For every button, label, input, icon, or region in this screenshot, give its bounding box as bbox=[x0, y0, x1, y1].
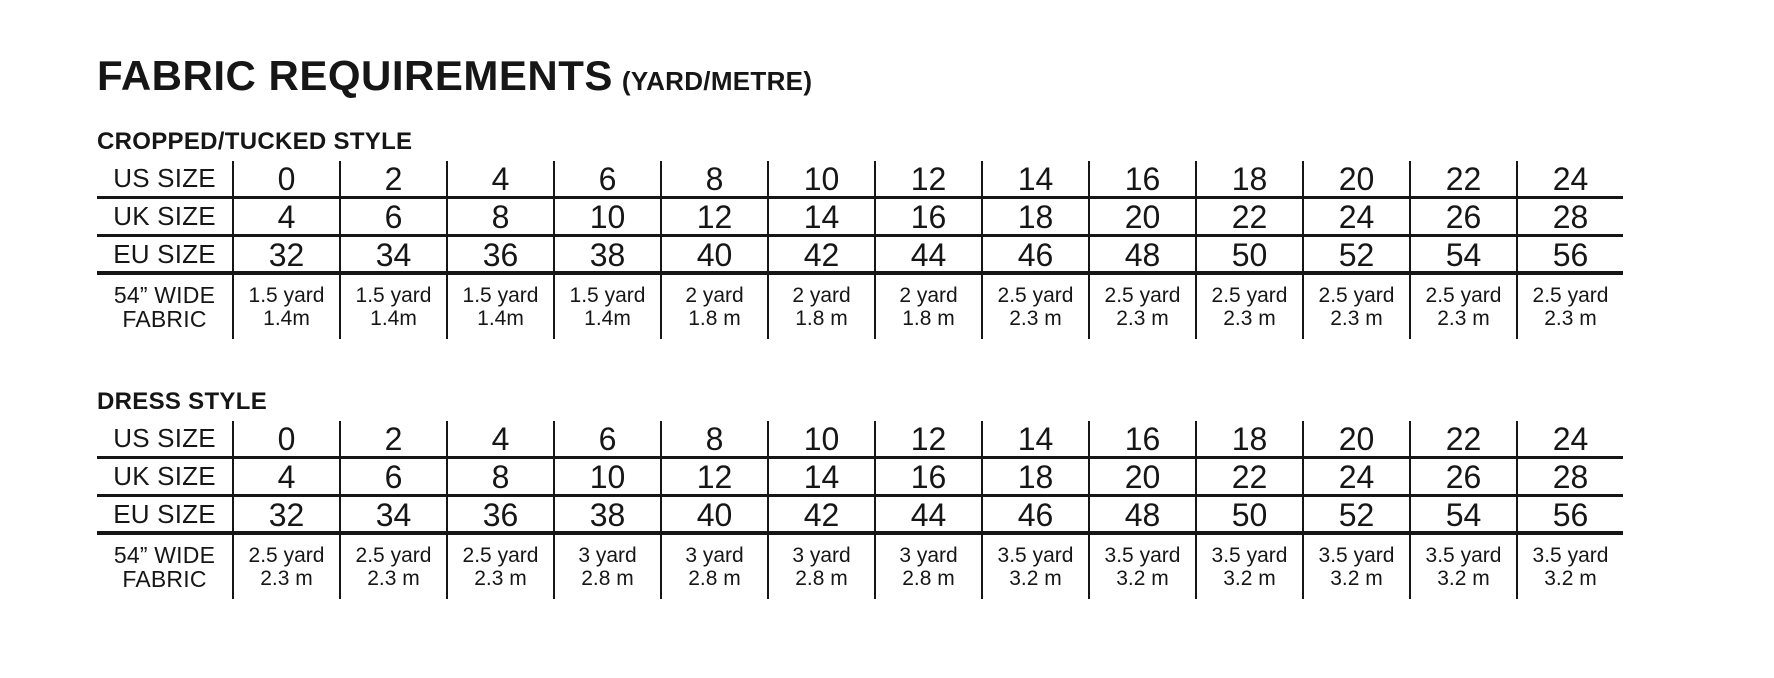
fabric-metres-value: 2.8 m bbox=[902, 567, 955, 590]
eu-size-cell: 44 bbox=[874, 237, 981, 271]
eu-size-cell: 46 bbox=[981, 497, 1088, 531]
fabric-yards-value: 2.5 yard bbox=[1532, 284, 1609, 307]
fabric-cell bbox=[1195, 275, 1302, 339]
fabric-row bbox=[97, 535, 1623, 599]
uk-size-cell: 18 bbox=[981, 459, 1088, 494]
fabric-yards-value: 3.5 yard bbox=[1104, 544, 1181, 567]
fabric-metres-value: 3.2 m bbox=[1223, 567, 1276, 590]
fabric-yards-value: 3.5 yard bbox=[997, 544, 1074, 567]
fabric-yards-value: 2 yard bbox=[792, 284, 851, 307]
dress-style-section bbox=[97, 388, 1623, 599]
eu-size-row-label: EU SIZE bbox=[113, 238, 216, 269]
fabric-metres-value: 2.8 m bbox=[581, 567, 634, 590]
fabric-metres-value: 2.3 m bbox=[1330, 307, 1383, 330]
fabric-cell bbox=[1409, 535, 1516, 599]
us-size-cell: 4 bbox=[446, 421, 553, 456]
fabric-cell bbox=[232, 275, 339, 339]
us-size-cell: 16 bbox=[1088, 161, 1195, 196]
eu-size-cell: 38 bbox=[553, 237, 660, 271]
page-title bbox=[97, 52, 812, 100]
us-size-cell: 16 bbox=[1088, 421, 1195, 456]
fabric-cell bbox=[1088, 535, 1195, 599]
fabric-yards-value: 3.5 yard bbox=[1318, 544, 1395, 567]
fabric-cell bbox=[874, 535, 981, 599]
fabric-yards-value: 3.5 yard bbox=[1425, 544, 1502, 567]
fabric-cell bbox=[1195, 535, 1302, 599]
section-title-dress: DRESS STYLE bbox=[97, 388, 267, 415]
uk-size-cell: 4 bbox=[232, 199, 339, 234]
eu-size-cell: 52 bbox=[1302, 497, 1409, 531]
fabric-cell bbox=[1516, 275, 1623, 339]
fabric-yards-value: 2.5 yard bbox=[1318, 284, 1395, 307]
fabric-cell bbox=[874, 275, 981, 339]
us-size-row-label: US SIZE bbox=[113, 163, 216, 193]
uk-size-cell: 26 bbox=[1409, 199, 1516, 234]
fabric-metres-value: 2.8 m bbox=[688, 567, 741, 590]
us-size-cell: 18 bbox=[1195, 161, 1302, 196]
uk-size-cell: 20 bbox=[1088, 459, 1195, 494]
us-size-cell: 0 bbox=[232, 161, 339, 196]
uk-size-cell: 14 bbox=[767, 199, 874, 234]
us-size-cell: 8 bbox=[660, 161, 767, 196]
eu-size-cell: 40 bbox=[660, 497, 767, 531]
us-size-cell: 14 bbox=[981, 161, 1088, 196]
fabric-metres-value: 2.3 m bbox=[1009, 307, 1062, 330]
fabric-metres-value: 2.3 m bbox=[367, 567, 420, 590]
eu-size-cell: 34 bbox=[339, 237, 446, 271]
uk-size-cell: 22 bbox=[1195, 459, 1302, 494]
fabric-yards-value: 3 yard bbox=[578, 544, 637, 567]
uk-size-row bbox=[97, 199, 1623, 237]
fabric-metres-value: 3.2 m bbox=[1544, 567, 1597, 590]
eu-size-cell: 34 bbox=[339, 497, 446, 531]
fabric-cell bbox=[1302, 275, 1409, 339]
fabric-yards-value: 2.5 yard bbox=[1104, 284, 1181, 307]
fabric-label-line1: 54” WIDE bbox=[113, 542, 216, 568]
fabric-metres-value: 1.4m bbox=[263, 307, 310, 330]
uk-size-cell: 24 bbox=[1302, 459, 1409, 494]
fabric-metres-value: 2.3 m bbox=[1437, 307, 1490, 330]
eu-size-cell: 32 bbox=[232, 237, 339, 271]
us-size-cell: 18 bbox=[1195, 421, 1302, 456]
fabric-yards-value: 1.5 yard bbox=[462, 284, 539, 307]
fabric-metres-value: 2.3 m bbox=[1116, 307, 1169, 330]
uk-size-cell: 18 bbox=[981, 199, 1088, 234]
uk-size-cell: 6 bbox=[339, 459, 446, 494]
fabric-metres-value: 2.3 m bbox=[260, 567, 313, 590]
fabric-metres-value: 2.3 m bbox=[474, 567, 527, 590]
us-size-cell: 12 bbox=[874, 161, 981, 196]
uk-size-cell: 10 bbox=[553, 459, 660, 494]
us-size-cell: 12 bbox=[874, 421, 981, 456]
eu-size-cell: 48 bbox=[1088, 497, 1195, 531]
fabric-yards-value: 3.5 yard bbox=[1211, 544, 1288, 567]
fabric-yards-value: 3 yard bbox=[792, 544, 851, 567]
eu-size-cell: 52 bbox=[1302, 237, 1409, 271]
us-size-cell: 20 bbox=[1302, 421, 1409, 456]
page-title-text: FABRIC REQUIREMENTS bbox=[97, 52, 613, 99]
uk-size-row-label: UK SIZE bbox=[113, 461, 216, 491]
fabric-yards-value: 2 yard bbox=[899, 284, 958, 307]
fabric-cell bbox=[1409, 275, 1516, 339]
eu-size-cell: 32 bbox=[232, 497, 339, 531]
fabric-label-line1: 54” WIDE bbox=[113, 282, 216, 308]
fabric-metres-value: 1.4m bbox=[477, 307, 524, 330]
us-size-cell: 6 bbox=[553, 421, 660, 456]
uk-size-cell: 24 bbox=[1302, 199, 1409, 234]
fabric-metres-value: 1.8 m bbox=[795, 307, 848, 330]
fabric-cell bbox=[446, 275, 553, 339]
fabric-cell bbox=[981, 535, 1088, 599]
fabric-metres-value: 1.8 m bbox=[688, 307, 741, 330]
eu-size-cell: 44 bbox=[874, 497, 981, 531]
uk-size-cell: 12 bbox=[660, 199, 767, 234]
us-size-cell: 6 bbox=[553, 161, 660, 196]
fabric-metres-value: 1.4m bbox=[370, 307, 417, 330]
uk-size-cell: 6 bbox=[339, 199, 446, 234]
uk-size-cell: 4 bbox=[232, 459, 339, 494]
us-size-cell: 4 bbox=[446, 161, 553, 196]
us-size-cell: 22 bbox=[1409, 161, 1516, 196]
uk-size-cell: 8 bbox=[446, 199, 553, 234]
cropped-tucked-section bbox=[97, 128, 1623, 339]
eu-size-cell: 50 bbox=[1195, 497, 1302, 531]
fabric-yards-value: 3 yard bbox=[899, 544, 958, 567]
uk-size-row bbox=[97, 459, 1623, 497]
fabric-row-label bbox=[97, 275, 232, 339]
uk-size-cell: 22 bbox=[1195, 199, 1302, 234]
fabric-cell bbox=[446, 535, 553, 599]
uk-size-row-label: UK SIZE bbox=[113, 201, 216, 231]
fabric-yards-value: 2.5 yard bbox=[997, 284, 1074, 307]
cropped-tucked-size-table bbox=[97, 161, 1623, 339]
fabric-cell bbox=[1302, 535, 1409, 599]
page-title-units: (YARD/METRE) bbox=[621, 66, 813, 96]
eu-size-cell: 42 bbox=[767, 237, 874, 271]
us-size-cell: 14 bbox=[981, 421, 1088, 456]
fabric-cell bbox=[767, 535, 874, 599]
us-size-cell: 24 bbox=[1516, 161, 1623, 196]
fabric-cell bbox=[660, 535, 767, 599]
fabric-cell bbox=[339, 275, 446, 339]
uk-size-cell: 28 bbox=[1516, 459, 1623, 494]
fabric-yards-value: 1.5 yard bbox=[355, 284, 432, 307]
fabric-cell bbox=[1088, 275, 1195, 339]
us-size-cell: 2 bbox=[339, 161, 446, 196]
fabric-metres-value: 3.2 m bbox=[1009, 567, 1062, 590]
fabric-label-line2: FABRIC bbox=[122, 306, 207, 332]
uk-size-cell: 16 bbox=[874, 199, 981, 234]
fabric-metres-value: 3.2 m bbox=[1437, 567, 1490, 590]
us-size-cell: 24 bbox=[1516, 421, 1623, 456]
fabric-yards-value: 2.5 yard bbox=[462, 544, 539, 567]
us-size-cell: 2 bbox=[339, 421, 446, 456]
eu-size-cell: 36 bbox=[446, 237, 553, 271]
uk-size-cell: 12 bbox=[660, 459, 767, 494]
section-title-cropped-tucked: CROPPED/TUCKED STYLE bbox=[97, 128, 413, 155]
uk-size-cell: 14 bbox=[767, 459, 874, 494]
fabric-cell bbox=[553, 535, 660, 599]
eu-size-cell: 42 bbox=[767, 497, 874, 531]
fabric-cell bbox=[660, 275, 767, 339]
fabric-metres-value: 1.8 m bbox=[902, 307, 955, 330]
fabric-label-line2: FABRIC bbox=[122, 566, 207, 592]
eu-size-cell: 48 bbox=[1088, 237, 1195, 271]
fabric-yards-value: 2 yard bbox=[685, 284, 744, 307]
fabric-cell bbox=[767, 275, 874, 339]
fabric-yards-value: 2.5 yard bbox=[355, 544, 432, 567]
eu-size-cell: 56 bbox=[1516, 497, 1623, 531]
us-size-cell: 20 bbox=[1302, 161, 1409, 196]
us-size-cell: 8 bbox=[660, 421, 767, 456]
eu-size-cell: 40 bbox=[660, 237, 767, 271]
eu-size-row bbox=[97, 237, 1623, 275]
fabric-yards-value: 2.5 yard bbox=[1425, 284, 1502, 307]
uk-size-cell: 16 bbox=[874, 459, 981, 494]
eu-size-cell: 50 bbox=[1195, 237, 1302, 271]
fabric-yards-value: 1.5 yard bbox=[248, 284, 325, 307]
us-size-row bbox=[97, 421, 1623, 459]
uk-size-cell: 26 bbox=[1409, 459, 1516, 494]
uk-size-cell: 28 bbox=[1516, 199, 1623, 234]
fabric-metres-value: 3.2 m bbox=[1330, 567, 1383, 590]
eu-size-cell: 38 bbox=[553, 497, 660, 531]
fabric-metres-value: 1.4m bbox=[584, 307, 631, 330]
us-size-cell: 0 bbox=[232, 421, 339, 456]
us-size-cell: 22 bbox=[1409, 421, 1516, 456]
fabric-metres-value: 3.2 m bbox=[1116, 567, 1169, 590]
fabric-cell bbox=[981, 275, 1088, 339]
fabric-cell bbox=[232, 535, 339, 599]
fabric-cell bbox=[1516, 535, 1623, 599]
fabric-yards-value: 3 yard bbox=[685, 544, 744, 567]
fabric-row-label bbox=[97, 535, 232, 599]
fabric-metres-value: 2.3 m bbox=[1223, 307, 1276, 330]
fabric-yards-value: 1.5 yard bbox=[569, 284, 646, 307]
eu-size-cell: 46 bbox=[981, 237, 1088, 271]
fabric-metres-value: 2.8 m bbox=[795, 567, 848, 590]
fabric-row bbox=[97, 275, 1623, 339]
fabric-yards-value: 2.5 yard bbox=[1211, 284, 1288, 307]
uk-size-cell: 8 bbox=[446, 459, 553, 494]
us-size-cell: 10 bbox=[767, 161, 874, 196]
eu-size-cell: 36 bbox=[446, 497, 553, 531]
eu-size-row-label: EU SIZE bbox=[113, 498, 216, 529]
fabric-yards-value: 2.5 yard bbox=[248, 544, 325, 567]
dress-style-size-table bbox=[97, 421, 1623, 599]
us-size-cell: 10 bbox=[767, 421, 874, 456]
eu-size-cell: 54 bbox=[1409, 237, 1516, 271]
eu-size-cell: 54 bbox=[1409, 497, 1516, 531]
eu-size-row bbox=[97, 497, 1623, 535]
us-size-row bbox=[97, 161, 1623, 199]
uk-size-cell: 10 bbox=[553, 199, 660, 234]
fabric-cell bbox=[339, 535, 446, 599]
us-size-row-label: US SIZE bbox=[113, 423, 216, 453]
eu-size-cell: 56 bbox=[1516, 237, 1623, 271]
fabric-metres-value: 2.3 m bbox=[1544, 307, 1597, 330]
fabric-cell bbox=[553, 275, 660, 339]
fabric-yards-value: 3.5 yard bbox=[1532, 544, 1609, 567]
uk-size-cell: 20 bbox=[1088, 199, 1195, 234]
